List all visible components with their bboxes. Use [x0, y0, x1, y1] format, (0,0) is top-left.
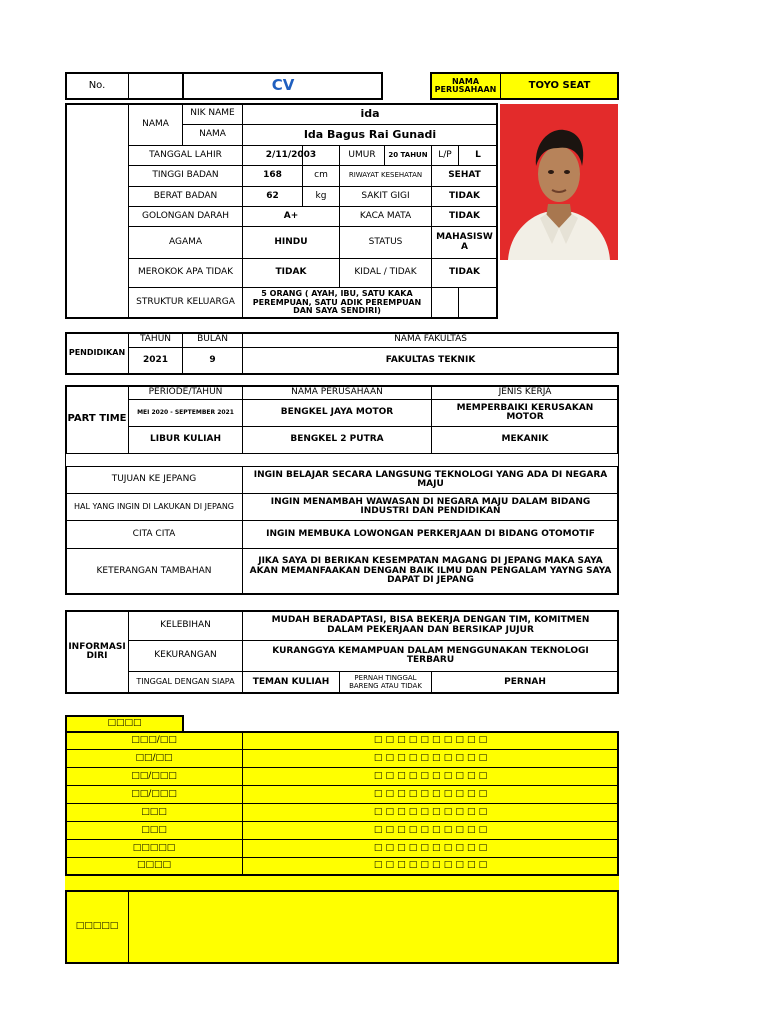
- sex-label: L/P: [438, 149, 452, 160]
- age-value: 20 TAHUN: [388, 150, 428, 159]
- pt-row1-company: BENGKEL JAYA MOTOR: [280, 407, 394, 418]
- tooth-label: SAKIT GIGI: [361, 190, 410, 201]
- yellow-row-2-value: □ □ □ □ □ □ □ □ □ □: [373, 752, 488, 763]
- company-value: TOYO SEAT: [528, 79, 591, 91]
- lefthand-value: TIDAK: [449, 267, 480, 278]
- living-value: TEMAN KULIAH: [252, 676, 330, 687]
- family-value: 5 ORANG ( AYAH, IBU, SATU KAKA PEREMPUAN, SATU ADIK PEREMPUAN DAN SAYA SENDIRI): [252, 289, 422, 316]
- yellow-row-2-label: □□/□□: [135, 752, 173, 763]
- goal-4-value: JIKA SAYA DI BERIKAN KESEMPATAN MAGANG DI JEPANG MAKA SAYA AKAN MEMANFAAKAN DENGAN BAIK ILMU DAN PENGALAM YAYNG SAYA DAPAT DI JEPANG: [249, 556, 612, 586]
- weakness-label: KEKURANGAN: [154, 650, 217, 661]
- smoke-value: TIDAK: [275, 267, 307, 278]
- smoke-label: MEROKOK APA TIDAK: [137, 267, 234, 278]
- lefthand-label: KIDAL / TIDAK: [354, 267, 417, 278]
- height-unit: cm: [314, 170, 328, 181]
- education-label: PENDIDIKAN: [68, 348, 126, 358]
- notes-label: □□□□□: [75, 921, 119, 932]
- health-label: RIWAYAT KESEHATAN: [348, 171, 423, 180]
- edu-faculty-value: FAKULTAS TEKNIK: [385, 355, 476, 366]
- yellow-row-1-value: □ □ □ □ □ □ □ □ □ □: [373, 734, 488, 745]
- notes-area[interactable]: [129, 891, 618, 963]
- pt-row1-period: MEI 2020 - SEPTEMBER 2021: [137, 408, 234, 416]
- yellow-row-8-label: □□□□: [136, 860, 171, 871]
- age-label: UMUR: [348, 149, 376, 160]
- pt-period-label: PERIODE/TAHUN: [148, 386, 223, 397]
- nickname-value: ida: [360, 107, 380, 121]
- cv-title: CV: [271, 76, 295, 95]
- name-value: Ida Bagus Rai Gunadi: [303, 128, 437, 142]
- status-label: STATUS: [368, 236, 403, 247]
- yellow-row-6-label: □□□: [141, 824, 167, 835]
- edu-year-label: TAHUN: [139, 334, 172, 345]
- nickname-label: NIK NAME: [190, 108, 235, 119]
- blood-label: GOLONGAN DARAH: [141, 210, 230, 221]
- stayed-value: PERNAH: [504, 676, 546, 687]
- height-label: TINGGI BADAN: [152, 170, 219, 181]
- yellow-row-8-value: □ □ □ □ □ □ □ □ □ □: [373, 860, 488, 871]
- edu-month-value: 9: [209, 355, 216, 366]
- goal-1-value: INGIN BELAJAR SECARA LANGSUNG TEKNOLOGI YANG ADA DI NEGARA MAJU: [253, 469, 608, 489]
- goal-2-label: HAL YANG INGIN DI LAKUKAN DI JEPANG: [74, 501, 234, 511]
- pt-row2-period: LIBUR KULIAH: [149, 434, 222, 445]
- family-label: STRUKTUR KELUARGA: [136, 297, 235, 308]
- height-value: 168: [263, 170, 282, 181]
- parttime-label: PART TIME: [67, 413, 127, 425]
- blood-value: A+: [283, 210, 299, 221]
- name-label: NAMA: [199, 129, 226, 140]
- strength-value: MUDAH BERADAPTASI, BISA BEKERJA DENGAN TIM, KOMITMEN DALAM PEKERJAAN DAN BERSIKAP JUJUR: [271, 615, 590, 635]
- yellow-header-label: □□□□: [107, 718, 142, 729]
- edu-year-value: 2021: [142, 355, 169, 366]
- weight-unit: kg: [315, 190, 327, 201]
- pt-job-label: JENIS KERJA: [498, 386, 552, 397]
- weight-label: BERAT BADAN: [153, 190, 218, 201]
- yellow-spacer: [65, 876, 619, 890]
- edu-month-label: BULAN: [197, 334, 228, 345]
- goal-4-label: KETERANGAN TAMBAHAN: [96, 565, 212, 576]
- strength-label: KELEBIHAN: [160, 619, 211, 630]
- yellow-row-3-value: □ □ □ □ □ □ □ □ □ □: [373, 770, 488, 781]
- yellow-row-7-label: □□□□□: [132, 842, 176, 853]
- goal-3-value: INGIN MEMBUKA LOWONGAN PERKERJAAN DI BIDANG OTOMOTIF: [266, 528, 595, 539]
- pt-row2-job: MEKANIK: [501, 434, 549, 445]
- sex-value: L: [475, 149, 481, 160]
- stayed-label: PERNAH TINGGAL BARENG ATAU TIDAK: [349, 674, 422, 690]
- glasses-label: KACA MATA: [359, 210, 412, 221]
- status-value: MAHASISWA: [436, 232, 493, 252]
- pt-company-label: NAMA PERUSAHAAN: [291, 386, 383, 397]
- company-label: NAMA PERUSAHAAN: [434, 76, 497, 94]
- pt-row2-company: BENGKEL 2 PUTRA: [290, 434, 384, 445]
- yellow-row-6-value: □ □ □ □ □ □ □ □ □ □: [373, 824, 488, 835]
- religion-label: AGAMA: [168, 236, 203, 247]
- birthdate-label: TANGGAL LAHIR: [149, 149, 222, 160]
- yellow-row-4-value: □ □ □ □ □ □ □ □ □ □: [373, 788, 488, 799]
- weight-value: 62: [266, 190, 279, 201]
- yellow-row-4-label: □□/□□□: [131, 788, 177, 799]
- weakness-value: KURANGGYA KEMAMPUAN DALAM MENGGUNAKAN TEKNOLOGI TERBARU: [272, 645, 589, 665]
- person-photo-icon: [500, 104, 618, 260]
- goal-1-label: TUJUAN KE JEPANG: [111, 474, 197, 485]
- living-label: TINGGAL DENGAN SIAPA: [136, 677, 235, 687]
- health-value: SEHAT: [448, 170, 481, 181]
- yellow-row-7-value: □ □ □ □ □ □ □ □ □ □: [373, 842, 488, 853]
- no-value[interactable]: [129, 73, 182, 99]
- goal-2-value: INGIN MENAMBAH WAWASAN DI NEGARA MAJU DALAM BIDANG INDUSTRI DAN PENDIDIKAN: [270, 496, 591, 516]
- tooth-value: TIDAK: [449, 190, 480, 201]
- yellow-row-1-label: □□□/□□: [131, 734, 177, 745]
- edu-faculty-label: NAMA FAKULTAS: [394, 334, 467, 345]
- yellow-row-3-label: □□/□□□: [131, 770, 177, 781]
- profile-photo: [500, 104, 618, 260]
- info-label: INFORMASI DIRI: [68, 641, 126, 661]
- goal-3-label: CITA CITA: [132, 528, 176, 539]
- religion-value: HINDU: [274, 236, 308, 247]
- nama-section-label: NAMA: [142, 118, 169, 129]
- glasses-value: TIDAK: [449, 210, 480, 221]
- no-label: No.: [88, 79, 106, 91]
- yellow-row-5-label: □□□: [141, 806, 167, 817]
- birthdate-value: 2/11/2003: [265, 149, 317, 160]
- yellow-row-5-value: □ □ □ □ □ □ □ □ □ □: [373, 806, 488, 817]
- pt-row1-job: MEMPERBAIKI KERUSAKAN MOTOR: [456, 402, 594, 422]
